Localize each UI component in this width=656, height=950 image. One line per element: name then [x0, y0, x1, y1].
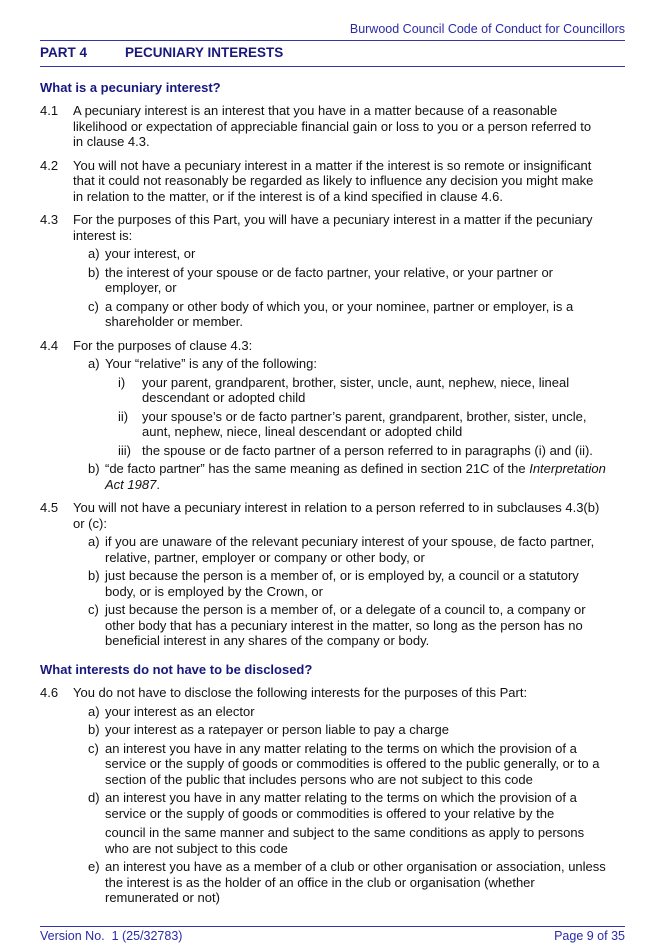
clause-4-2: [40, 158, 625, 205]
clause-4-1: [40, 103, 625, 150]
list-item-b: [73, 568, 625, 599]
item-text: your interest as a ratepayer or person liable to pay a charge: [105, 722, 449, 737]
part-heading: [40, 41, 625, 67]
item-text-segment: .: [156, 476, 160, 492]
list-item-b: [73, 461, 625, 492]
subitem-text: the spouse or de facto partner of a person referred to in paragraphs (i) and (ii).: [142, 442, 593, 458]
list-item-c: [73, 602, 625, 649]
clause-4-6: [40, 685, 625, 906]
clause-text: A pecuniary interest is an interest that you have in a matter because of a reasonable likelihood or expectation of appreciable financial gain or loss to you or a person referred to in clause 4.3.: [73, 103, 592, 149]
list-item-a: [73, 704, 625, 720]
clause-4-5: [40, 500, 625, 649]
item-marker: a): [88, 534, 100, 549]
document-header-title: Burwood Council Code of Conduct for Councillors: [40, 22, 625, 41]
item-marker: a): [88, 356, 100, 371]
clause-4-4: [40, 338, 625, 493]
list-item-b: [73, 722, 625, 738]
item-text: the interest of your spouse or de facto partner, your relative, or your partner or employer, or: [105, 264, 554, 295]
list-item-a: [73, 356, 625, 458]
item-marker: b): [88, 568, 100, 583]
footer-version: Version No. 1 (25/32783): [40, 929, 183, 943]
item-text: if you are unaware of the relevant pecuniary interest of your spouse, de facto partner, relative, partner, employer or company or other body, or: [105, 534, 595, 565]
item-marker: a): [88, 703, 100, 719]
clause-text: You do not have to disclose the following interests for the purposes of this Part:: [73, 685, 528, 700]
act-name-italic: Interpretation Act 1987: [105, 461, 606, 492]
clause-text: For the purposes of clause 4.3:: [73, 337, 253, 353]
sublist-item-iii: [105, 443, 625, 459]
subitem-marker: i): [118, 374, 126, 390]
clause-text: For the purposes of this Part, you will have a pecuniary interest in a matter if the pecuniary interest is:: [73, 212, 593, 243]
item-marker: b): [88, 722, 100, 737]
list-item-a: [73, 246, 625, 262]
clause-number: 4.5: [40, 500, 59, 515]
section-heading-not-disclosed: What interests do not have to be disclosed?: [40, 661, 313, 677]
clause-body: [73, 212, 625, 330]
page-footer: [40, 926, 625, 944]
item-text-segment: “de facto partner” has the same meaning as defined in section 21C of the: [105, 461, 530, 476]
subitem-marker: ii): [118, 408, 129, 424]
item-text-continued: council in the same manner and subject to the same conditions as apply to persons who are not subject to this code: [105, 825, 585, 856]
clause-body: [73, 103, 625, 150]
clause-number: 4.1: [40, 103, 59, 118]
subitem-marker: iii): [118, 442, 131, 458]
item-marker: c): [88, 740, 99, 756]
item-text: a company or other body of which you, or your nominee, partner or employer, is a shareholder or member.: [105, 298, 574, 329]
clause-body: [73, 500, 625, 649]
list-item-b: [73, 265, 625, 296]
clause-body: [73, 158, 625, 205]
part-number: PART 4: [40, 45, 88, 60]
clause-4-3: [40, 212, 625, 330]
sublist-item-i: [105, 375, 625, 406]
subitem-text: your parent, grandparent, brother, sister, uncle, aunt, nephew, niece, lineal descendant or adopted child: [142, 374, 570, 405]
item-text: an interest you have in any matter relating to the terms on which the provision of a service or the supply of goods or commodities is offered to your relative by the: [105, 790, 577, 821]
item-text: Your “relative” is any of the following:: [105, 356, 317, 371]
item-marker: e): [88, 859, 100, 874]
clause-text: You will not have a pecuniary interest in relation to a person referred to in subclauses 4.3(b) or (c):: [73, 500, 600, 531]
section-heading-pecuniary-interest: What is a pecuniary interest?: [40, 79, 221, 95]
item-text: just because the person is a member of, or is employed by, a council or a statutory body, or is employed by the Crown, or: [105, 568, 579, 599]
item-text: your interest as an elector: [105, 703, 255, 719]
item-text: your interest, or: [105, 246, 196, 261]
clause-text: You will not have a pecuniary interest in a matter if the interest is so remote or insignificant that it could not reasonably be regarded as likely to influence any decision you might make in relation to the matter, or if the interest is of a kind specified in clause 4.6.: [73, 157, 594, 204]
part-title: PECUNIARY INTERESTS: [125, 45, 284, 60]
footer-page-number: Page 9 of 35: [554, 929, 625, 943]
list-item-c: [73, 741, 625, 788]
list-item-d: [73, 790, 625, 856]
item-text: [105, 461, 610, 492]
item-marker: b): [88, 461, 100, 476]
item-marker: c): [88, 602, 99, 617]
clause-body: [73, 685, 625, 906]
item-marker: d): [88, 790, 100, 805]
clause-number: 4.4: [40, 337, 59, 353]
item-text: an interest you have as a member of a club or other organisation or association, unless the interest is as the holder of an office in the club or organisation (whether remunerated or not): [105, 859, 606, 905]
list-item-a: [73, 534, 625, 565]
list-item-e: [73, 859, 625, 906]
item-text: an interest you have in any matter relating to the terms on which the provision of a service or the supply of goods or commodities is offered to the public generally, or to a section of the public that includes persons who are not subject to this code: [105, 740, 600, 787]
item-text: just because the person is a member of, or a delegate of a council to, a company or other body that has a pecuniary interest in the matter, so long as the person has no beneficial interest in any shares of the company or body.: [105, 602, 586, 648]
item-marker: a): [88, 246, 100, 261]
item-marker: c): [88, 298, 99, 314]
sublist-item-ii: [105, 409, 625, 440]
clause-number: 4.6: [40, 685, 59, 700]
subitem-text: your spouse’s or de facto partner’s parent, grandparent, brother, sister, uncle, aunt, nephew, niece, lineal descendant or adopted child: [142, 408, 587, 439]
item-marker: b): [88, 264, 100, 280]
clause-body: [73, 338, 625, 493]
clause-number: 4.3: [40, 212, 59, 227]
clause-number: 4.2: [40, 157, 59, 173]
list-item-c: [73, 299, 625, 330]
